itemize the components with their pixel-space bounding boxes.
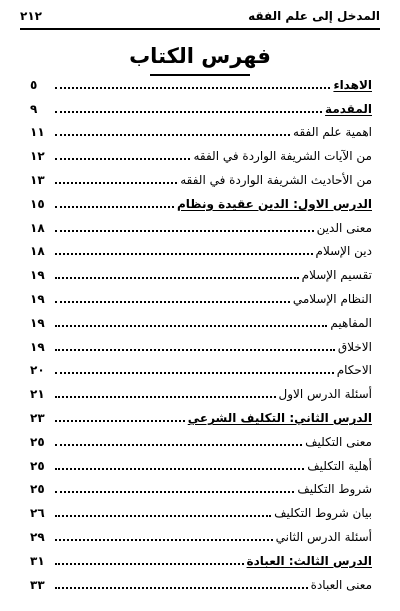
toc-entry-page: ٢٩: [30, 529, 45, 544]
toc-entry: [30, 377, 372, 401]
toc-entry-page: ١٣: [30, 172, 45, 187]
toc-entry: [30, 139, 372, 163]
dot-leader: [55, 468, 304, 470]
toc-entry-page: ١١: [30, 125, 45, 140]
toc-entry-title: الاخلاق: [337, 339, 372, 354]
toc-entry-page: ٢٥: [30, 434, 45, 449]
toc-entry-page: ١٩: [30, 268, 45, 283]
dot-leader: [55, 325, 327, 327]
toc-entry: [30, 473, 372, 497]
toc-entry: [30, 163, 372, 187]
dot-leader: [55, 515, 271, 517]
toc-entry-title: معنى العبادة: [310, 577, 372, 592]
dot-leader: [55, 301, 290, 303]
toc-entry: [30, 258, 372, 282]
toc-entry-title: معنى الدين: [316, 220, 372, 235]
toc-entry-page: ٩: [30, 101, 38, 116]
toc-entry-title: أسئلة الدرس الاول: [278, 387, 372, 402]
toc-entry: [30, 401, 372, 425]
toc-entry-page: ٣٣: [30, 577, 45, 592]
toc-entry-title: أهلية التكليف: [307, 458, 372, 473]
dot-leader: [55, 182, 177, 184]
toc-entry-title: من الأحاديث الشريفة الواردة في الفقه: [180, 172, 372, 187]
toc-entry: [30, 68, 372, 92]
table-of-contents: [30, 68, 372, 592]
toc-entry-page: ١٨: [30, 220, 45, 235]
page-title: فهرس الكتاب: [129, 44, 271, 68]
toc-entry-title: الدرس الاول: الدين عقيدة ونظام: [176, 196, 372, 211]
toc-entry-page: ٢٥: [30, 458, 45, 473]
dot-leader: [55, 587, 308, 589]
dot-leader: [55, 206, 174, 208]
toc-entry-title: الاحكام: [336, 363, 372, 378]
dot-leader: [55, 491, 294, 493]
dot-leader: [55, 539, 273, 541]
toc-entry-page: ١٢: [30, 149, 45, 164]
dot-leader: [55, 230, 314, 232]
toc-entry-page: ٢٣: [30, 410, 45, 425]
dot-leader: [55, 563, 244, 565]
toc-entry: [30, 544, 372, 568]
dot-leader: [55, 277, 299, 279]
toc-entry-title: من الآيات الشريفة الواردة في الفقه: [193, 149, 372, 164]
dot-leader: [55, 111, 322, 113]
toc-entry-title: المفاهيم: [330, 315, 372, 330]
toc-entry: [30, 211, 372, 235]
toc-entry: [30, 568, 372, 592]
toc-entry-title: الاهداء: [333, 77, 372, 92]
toc-entry-page: ٣١: [30, 553, 45, 568]
toc-entry: [30, 496, 372, 520]
toc-entry: [30, 425, 372, 449]
toc-entry-page: ٢٠: [30, 363, 45, 378]
dot-leader: [55, 349, 335, 351]
toc-entry-title: معنى التكليف: [305, 434, 372, 449]
dot-leader: [55, 420, 185, 422]
toc-entry-page: ١٩: [30, 339, 45, 354]
header-rule: [20, 28, 380, 30]
toc-entry-title: دين الإسلام: [315, 244, 372, 259]
dot-leader: [55, 372, 334, 374]
toc-entry: [30, 92, 372, 116]
toc-entry-title: المقدمة: [325, 101, 372, 116]
toc-entry: [30, 354, 372, 378]
toc-entry: [30, 235, 372, 259]
toc-entry-title: الدرس الثاني: التكليف الشرعي: [187, 410, 372, 425]
toc-entry-title: أسئلة الدرس الثاني: [275, 529, 372, 544]
toc-entry-title: بيان شروط التكليف: [274, 506, 372, 521]
toc-entry-page: ٢٥: [30, 482, 45, 497]
dot-leader: [55, 444, 302, 446]
toc-entry-title: اهمية علم الفقه: [293, 125, 372, 140]
running-header: [20, 6, 380, 26]
dot-leader: [55, 253, 313, 255]
toc-entry-title: النظام الإسلامي: [292, 291, 372, 306]
toc-entry: [30, 520, 372, 544]
running-title: المدخل إلى علم الفقه: [248, 9, 380, 23]
toc-entry-page: ٥: [30, 77, 38, 92]
toc-entry-title: تقسيم الإسلام: [301, 268, 372, 283]
dot-leader: [55, 87, 330, 89]
toc-entry-page: ٢١: [30, 387, 45, 402]
page-number: ٢١٢: [20, 9, 42, 23]
toc-entry-page: ٢٦: [30, 506, 45, 521]
toc-entry-title: شروط التكليف: [297, 482, 372, 497]
toc-entry: [30, 449, 372, 473]
toc-entry-title: الدرس الثالث: العبادة: [246, 553, 372, 568]
toc-entry-page: ١٩: [30, 315, 45, 330]
toc-entry: [30, 282, 372, 306]
toc-entry: [30, 306, 372, 330]
dot-leader: [55, 158, 190, 160]
toc-entry-page: ١٨: [30, 244, 45, 259]
toc-entry: [30, 330, 372, 354]
dot-leader: [55, 134, 290, 136]
toc-entry: [30, 116, 372, 140]
toc-entry-page: ١٥: [30, 196, 45, 211]
dot-leader: [55, 396, 276, 398]
toc-entry: [30, 187, 372, 211]
toc-entry-page: ١٩: [30, 291, 45, 306]
